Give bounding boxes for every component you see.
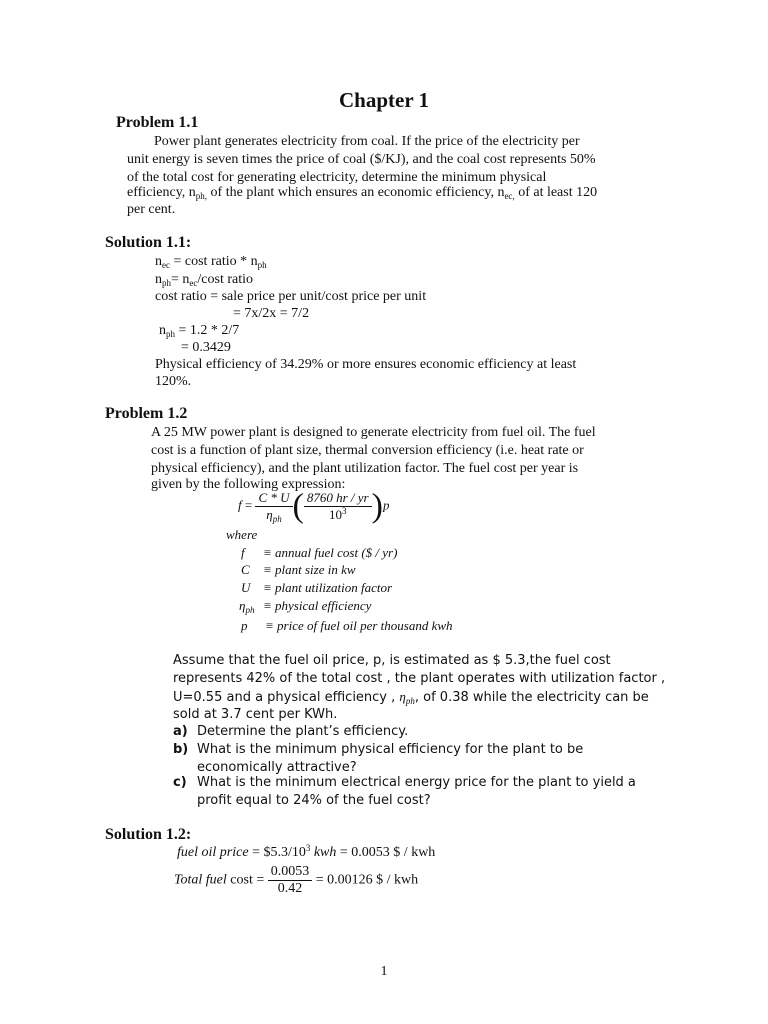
solution-1-2-heading: Solution 1.2: [105, 826, 192, 843]
solution-1-1-line-4: = 7x/2x = 7/2 [233, 306, 310, 321]
fuel-cost-formula [238, 487, 390, 525]
solution-1-1-line-6: = 0.3429 [181, 340, 231, 355]
fraction-numerator: 8760 hr / yr [304, 490, 372, 507]
fraction-denominator: 0.42 [277, 881, 303, 896]
question-c [173, 774, 636, 792]
assume-line-4: sold at 3.7 cent per KWh. [173, 707, 338, 722]
solution-1-1-line-2 [155, 271, 253, 289]
question-b [173, 741, 583, 759]
question-text: What is the minimum physical efficiency for the plant to be [197, 742, 584, 757]
text-segment: n [155, 254, 162, 269]
problem-1-1-line-4 [127, 184, 597, 202]
total-fuel-cost-equation [174, 864, 418, 897]
question-label: b) [173, 742, 189, 757]
problem-1-1-line-1: Power plant generates electricity from coal. If the price of the electricity per [154, 134, 580, 149]
formula-symbol: η [399, 689, 406, 704]
page-number: 1 [380, 964, 388, 979]
formula-symbol: p [382, 497, 390, 513]
solution-1-1-line-1 [155, 253, 267, 271]
def-desc-c: ≡ plant size in kw [263, 562, 356, 577]
problem-1-2-intro-2: cost is a function of plant size, thermal conversion efficiency (i.e. heat rate or [151, 443, 584, 458]
def-desc-u: ≡ plant utilization factor [263, 580, 393, 595]
def-desc-f: ≡ annual fuel cost ($ / yr) [263, 545, 398, 560]
formula-symbol: η [239, 598, 246, 613]
equation-text: = 0.0053 $ / kwh [336, 845, 436, 860]
def-symbol-p: p [241, 618, 248, 633]
formula-symbol: f [238, 497, 242, 513]
formula-number: 10 [328, 507, 342, 522]
subscript: ph [162, 278, 171, 288]
problem-1-1-heading: Problem 1.1 [116, 114, 199, 131]
problem-1-1-line-3: of the total cost for generating electricity, determine the minimum physical [127, 170, 547, 185]
text-segment: n [155, 272, 162, 287]
text-segment: efficiency, n [127, 185, 196, 200]
subscript: ph [245, 605, 255, 615]
question-c-line-2: profit equal to 24% of the fuel cost? [197, 793, 431, 808]
subscript: ec [189, 278, 198, 288]
chapter-title: Chapter 1 [338, 88, 430, 112]
solution-1-1-heading: Solution 1.1: [105, 234, 192, 251]
def-desc-p: ≡ price of fuel oil per thousand kwh [265, 618, 453, 633]
def-symbol-u: U [241, 580, 251, 595]
assume-line-1: Assume that the fuel oil price, p, is estimated as $ 5.3,the fuel cost [173, 653, 611, 668]
problem-1-2-intro-3: physical efficiency), and the plant utilization factor. The fuel cost per year is [151, 461, 579, 476]
formula-symbol: η [266, 507, 273, 522]
subscript: ph [257, 260, 267, 270]
question-label: a) [173, 724, 188, 739]
question-b-line-2: economically attractive? [197, 760, 357, 775]
problem-1-2-intro-1: A 25 MW power plant is designed to generate electricity from fuel oil. The fuel [151, 425, 596, 440]
def-symbol-eta [239, 598, 254, 614]
assume-line-3 [173, 688, 649, 707]
def-symbol-f: f [241, 545, 245, 560]
equation-text: cost = [226, 872, 268, 888]
problem-1-2-intro-4: given by the following expression: [151, 477, 346, 492]
assume-line-2: represents 42% of the total cost , the plant operates with utilization factor , [173, 671, 666, 686]
text-segment: /cost ratio [197, 272, 254, 287]
equals-sign: = [244, 497, 253, 513]
question-a [173, 723, 408, 741]
where-label: where [226, 527, 258, 542]
subscript: ph [405, 696, 415, 706]
text-segment: = 1.2 * 2/7 [178, 323, 240, 338]
superscript: 3 [341, 506, 347, 516]
def-symbol-c: C [241, 562, 250, 577]
text-segment: = cost ratio * n [170, 254, 258, 269]
subscript: ph [166, 329, 175, 339]
equation-fraction [268, 864, 313, 897]
equation-text: = $5.3/10 [252, 845, 306, 860]
solution-1-1-line-3: cost ratio = sale price per unit/cost price per unit [155, 289, 427, 304]
formula-inner-fraction [304, 490, 372, 523]
text-segment: U=0.55 and a physical efficiency , [173, 690, 396, 705]
equation-text: Total fuel [174, 872, 227, 888]
fraction-numerator: C * U [255, 490, 292, 507]
solution-1-1-line-7: Physical efficiency of 34.29% or more ensures economic efficiency at least [155, 357, 577, 372]
problem-1-2-heading: Problem 1.2 [105, 405, 188, 422]
eta-inline [399, 689, 414, 704]
text-segment: of the plant which ensures an economic efficiency, n [207, 185, 505, 200]
fraction-numerator: 0.0053 [268, 864, 313, 881]
text-segment: , of 0.38 while the electricity can be [414, 690, 649, 705]
text-segment: n [159, 323, 166, 338]
problem-1-1-line-5: per cent. [127, 202, 176, 217]
subscript: ec, [504, 191, 515, 201]
def-desc-eta: ≡ physical efficiency [263, 598, 372, 613]
fuel-oil-price-equation [177, 845, 435, 861]
question-label: c) [173, 775, 187, 790]
problem-1-1-line-2: unit energy is seven times the price of coal ($/KJ), and the coal cost represents 50% [127, 152, 596, 167]
subscript: ph [272, 514, 282, 524]
solution-1-1-line-5 [159, 322, 239, 340]
fraction-denominator [255, 507, 292, 523]
superscript: 3 [305, 843, 311, 853]
solution-1-1-line-8: 120%. [155, 374, 192, 389]
subscript: ph, [195, 191, 208, 201]
equation-text: kwh [310, 845, 337, 860]
fraction-denominator [304, 507, 372, 523]
formula-fraction [255, 490, 292, 523]
equation-text: = 0.00126 $ / kwh [312, 872, 419, 888]
question-text: What is the minimum electrical energy price for the plant to yield a [197, 775, 636, 790]
text-segment: = n [171, 272, 190, 287]
text-segment: of at least 120 [514, 185, 598, 200]
left-paren: ( [292, 487, 304, 525]
subscript: ec [162, 260, 170, 270]
question-text: Determine the plant’s efficiency. [197, 724, 409, 739]
equation-text: fuel oil price [177, 845, 249, 860]
right-paren: ) [371, 487, 383, 525]
